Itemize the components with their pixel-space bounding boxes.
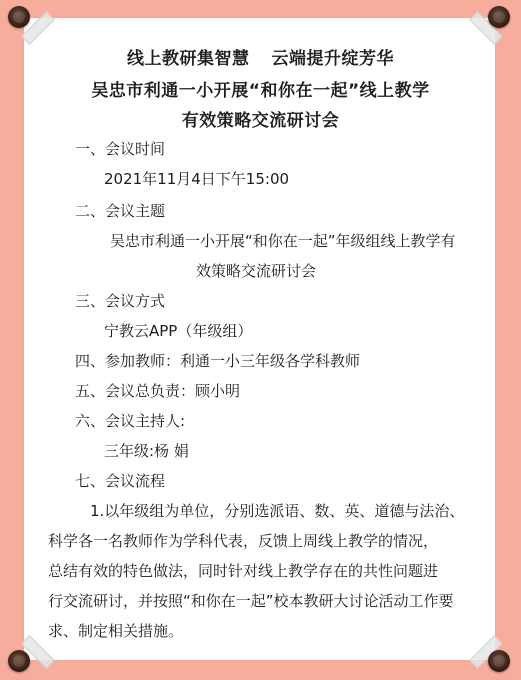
- pushpin-icon: [8, 650, 30, 672]
- page-subtitle-line-2: 有效策略交流研讨会: [181, 111, 340, 131]
- section-value-method: 宁教云APP（年级组）: [104, 322, 253, 340]
- process-line-5: 求、制定相关措施。: [48, 622, 184, 640]
- section-participants: 四、参加教师：利通一小三年级各学科教师: [75, 352, 361, 370]
- process-line-1: 1.以年级组为单位，分别选派语、数、英、道德与法治、: [90, 502, 465, 520]
- section-lead: 五、会议总负责：顾小明: [75, 382, 241, 400]
- pushpin-icon: [8, 6, 30, 28]
- process-line-4: 行交流研讨，并按照“和你在一起”校本教研大讨论活动工作要: [48, 592, 454, 610]
- page-subtitle-line-1: 吴忠市利通一小开展“和你在一起”线上教学: [91, 81, 430, 101]
- section-value-theme-line-1: 吴忠市利通一小开展“和你在一起”年级组线上教学有: [110, 232, 456, 250]
- title-part-1: 线上教研集智慧: [127, 49, 250, 69]
- process-line-2: 科学各一名教师作为学科代表，反馈上周线上教学的情况，: [48, 532, 439, 550]
- section-heading-theme: 二、会议主题: [75, 202, 166, 220]
- section-value-theme-line-2: 效策略交流研讨会: [196, 262, 317, 280]
- section-heading-host: 六、会议主持人:: [75, 412, 186, 430]
- section-heading-time: 一、会议时间: [75, 140, 166, 158]
- section-heading-method: 三、会议方式: [75, 292, 166, 310]
- section-value-host: 三年级:杨 娟: [104, 442, 189, 460]
- section-heading-process: 七、会议流程: [75, 472, 166, 490]
- title-part-2: 云端提升绽芳华: [271, 49, 394, 69]
- page-title: [0, 44, 521, 69]
- section-value-time: 2021年11月4日下午15:00: [104, 170, 290, 188]
- pushpin-icon: [488, 6, 510, 28]
- pushpin-icon: [488, 650, 510, 672]
- process-line-3: 总结有效的特色做法，同时针对线上教学存在的共性问题进: [48, 562, 439, 580]
